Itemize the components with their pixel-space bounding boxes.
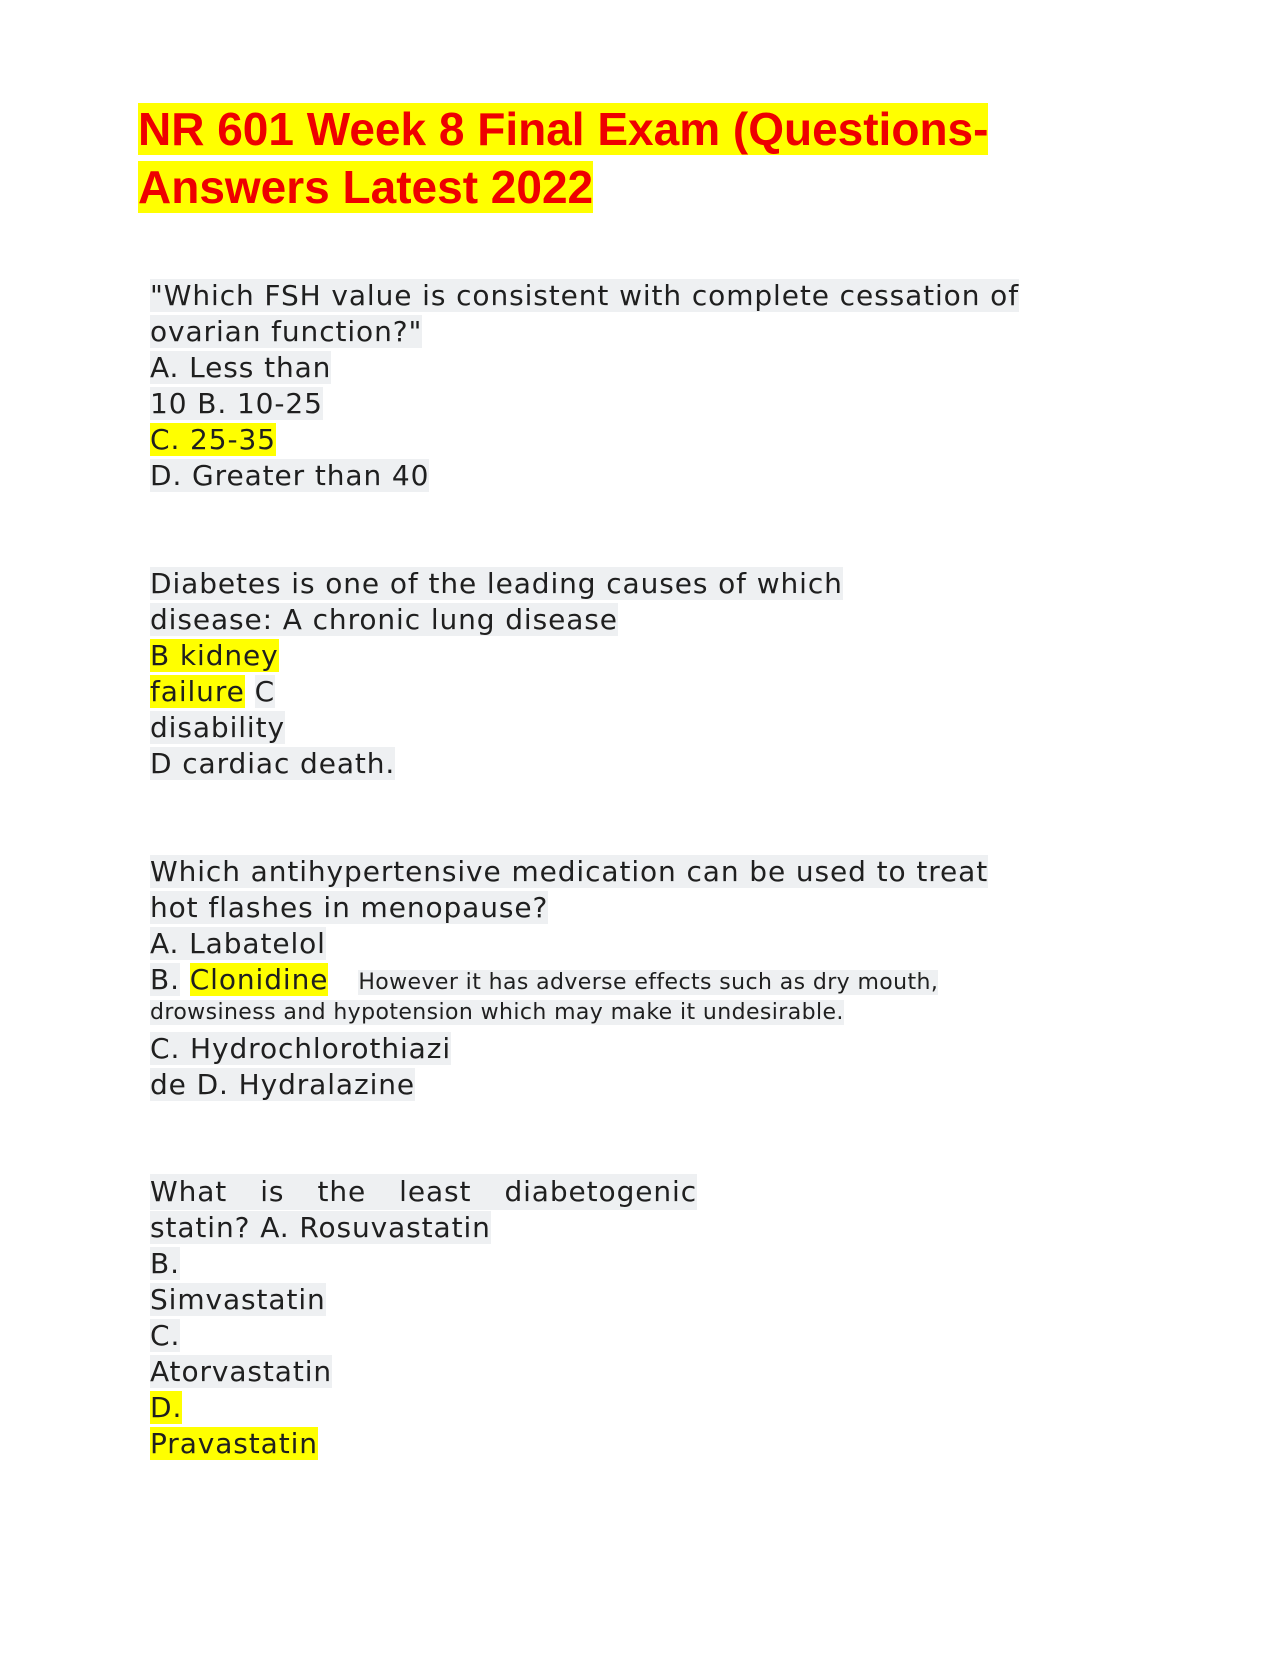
q3-option-b: B. Clonidine However it has adverse effects such as dry mouth,: [150, 963, 939, 996]
q3-answer-note-line-1: However it has adverse effects such as dry mouth,: [358, 970, 939, 995]
q4-option-c-label: C.: [150, 1319, 181, 1352]
q3-answer-note-line-2: drowsiness and hypotension which may make it undesirable.: [150, 1000, 844, 1025]
q1-stem-line-2: ovarian function?": [150, 315, 423, 348]
q3-option-line-c: C. Hydrochlorothiazi: [150, 1032, 451, 1065]
q4-stem-line-1: What is the least diabetogenic: [150, 1175, 697, 1208]
q4-option-b-label: B.: [150, 1247, 180, 1280]
q1-option-line-2: 10 B. 10-25: [150, 387, 323, 420]
q4-correct-answer-text: Pravastatin: [150, 1427, 318, 1460]
q2-stem-line-2: disease: A chronic lung disease: [150, 603, 618, 636]
q3-stem-line-1: Which antihypertensive medication can be used to treat: [150, 855, 989, 888]
q4-option-c-text: Atorvastatin: [150, 1355, 333, 1388]
q4-correct-answer-label: D.: [150, 1391, 183, 1424]
q3-stem-line-2: hot flashes in menopause?: [150, 891, 549, 924]
q2-option-line-3: disability: [150, 711, 285, 744]
q4-option-b-text: Simvastatin: [150, 1283, 326, 1316]
q2-option-line-4: D cardiac death.: [150, 747, 396, 780]
title-line-1: NR 601 Week 8 Final Exam (Questions-: [138, 103, 989, 155]
document-title: [138, 100, 1098, 216]
q1-stem-line-1: "Which FSH value is consistent with complete cessation of: [150, 279, 1019, 312]
q3-option-line-d: de D. Hydralazine: [150, 1068, 416, 1101]
q1-option-line-4: D. Greater than 40: [150, 459, 430, 492]
q3-option-a: A. Labatelol: [150, 927, 326, 960]
q1-option-line-1: A. Less than: [150, 351, 332, 384]
q1-correct-answer: C. 25-35: [150, 423, 276, 456]
title-line-2: Answers Latest 2022: [138, 161, 594, 213]
q2-stem-line-1: Diabetes is one of the leading causes of which: [150, 567, 843, 600]
q2-correct-answer-line-2: failure C: [150, 675, 276, 708]
q4-stem-line-2: statin? A. Rosuvastatin: [150, 1211, 491, 1244]
q3-correct-answer: Clonidine: [189, 963, 329, 996]
q2-correct-answer-line-1: B kidney: [150, 639, 279, 672]
